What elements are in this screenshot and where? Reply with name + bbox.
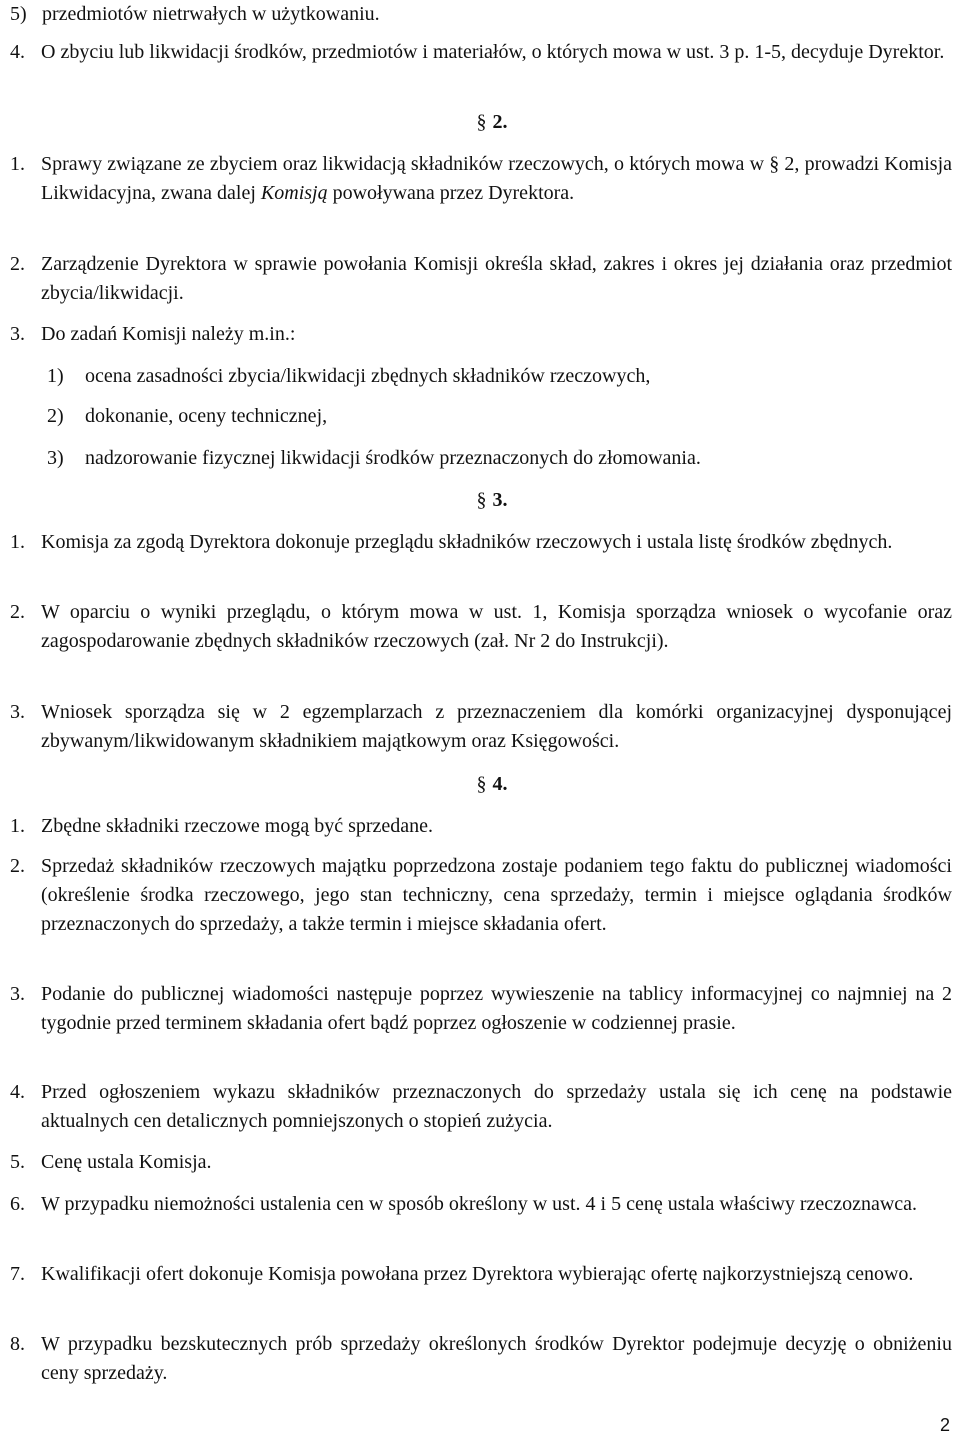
item-number: 3. [10, 323, 25, 345]
item-text: Kwalifikacji ofert dokonuje Komisja powołana przez Dyrektora wybierając ofertę najkorzystniejszą cenowo. [41, 1263, 914, 1285]
item-text: dokonanie, oceny technicznej, [85, 405, 328, 427]
item-text: Zbędne składniki rzeczowe mogą być sprzedane. [41, 815, 434, 837]
item-number: 1) [47, 365, 64, 387]
section-heading [0, 770, 960, 799]
item-text: Do zadań Komisji należy m.in.: [41, 323, 296, 345]
item-number: 4. [10, 41, 25, 63]
section-heading [0, 486, 960, 515]
item-number: 6. [10, 1193, 25, 1215]
item-number: 1. [10, 531, 25, 553]
item-text: O zbyciu lub likwidacji środków, przedmiotów i materiałów, o których mowa w ust. 3 p. 1-5, decyduje Dyrektor. [41, 41, 945, 63]
sub-list-item [0, 444, 701, 473]
item-number: 4. [10, 1081, 25, 1103]
item-number: 3. [10, 983, 25, 1005]
item-text: W oparciu o wyniki przeglądu, o którym mowa w ust. 1, Komisja sporządza wniosek o wycofanie oraz zagospodarowanie zbędnych składników rzeczowych (zał. Nr 2 do Instrukcji). [41, 601, 952, 652]
item-text: Zarządzenie Dyrektora w sprawie powołania Komisji określa skład, zakres i okres jej działania oraz przedmiot zbycia/likwidacji. [41, 253, 952, 304]
list-item [0, 1078, 960, 1136]
list-item [0, 980, 960, 1038]
section-symbol: § [476, 489, 487, 511]
item-text: Wniosek sporządza się w 2 egzemplarzach z przeznaczeniem dla komórki organizacyjnej dysponującej zbywanym/likwidowanym składnikiem majątkowym oraz Księgowości. [41, 701, 952, 752]
section-symbol: § [476, 773, 487, 795]
section-number: 4. [492, 773, 508, 795]
item-number: 1. [10, 815, 25, 837]
list-item [0, 320, 960, 349]
section-symbol: § [769, 153, 780, 175]
item-number: 8. [10, 1333, 25, 1355]
section-number: 3. [492, 489, 508, 511]
list-item [0, 1330, 960, 1388]
item-number: 2. [10, 253, 25, 275]
list-item [0, 698, 960, 756]
item-number: 3. [10, 701, 25, 723]
item-text-part: powoływana przez Dyrektora. [327, 182, 575, 204]
item-text: Komisja za zgodą Dyrektora dokonuje przeglądu składników rzeczowych i ustala listę środków zbędnych. [41, 531, 893, 553]
item-text: Podanie do publicznej wiadomości następuje poprzez wywieszenie na tablicy informacyjnej co najmniej na 2 tygodnie przed terminem składania ofert bądź poprzez ogłoszenie w codziennej prasie. [41, 983, 952, 1034]
list-item [0, 598, 960, 656]
item-number: 2) [47, 405, 64, 427]
section-heading [0, 108, 960, 137]
item-number: 5) [10, 3, 27, 25]
sub-list-item [0, 402, 327, 431]
item-text: przedmiotów nietrwałych w użytkowaniu. [42, 3, 380, 25]
item-number: 2. [10, 601, 25, 623]
item-text-part: 2, prowadzi Komisja Likwidacyjna, zwana dalej [41, 153, 953, 204]
item-text: Przed ogłoszeniem wykazu składników przeznaczonych do sprzedaży ustala się ich cenę na podstawie aktualnych cen detalicznych pomniejszonych o stopień zużycia. [41, 1081, 952, 1132]
list-item [0, 38, 960, 67]
item-text-part: Sprawy związane ze zbyciem oraz likwidacją składników rzeczowych, o których mowa w [41, 153, 770, 175]
item-text: Sprzedaż składników rzeczowych majątku poprzedzona zostaje podaniem tego faktu do publicznej wiadomości (określenie środka rzeczowego, jego stan techniczny, cena sprzedaży, termin i miejsce oglądania środków przeznaczonych do sprzedaży, a także termin i miejsce składania ofert. [41, 855, 952, 935]
item-text: W przypadku bezskutecznych prób sprzedaży określonych środków Dyrektor podejmuje decyzję o obniżeniu ceny sprzedaży. [41, 1333, 952, 1384]
item-number: 3) [47, 447, 64, 469]
item-number: 7. [10, 1263, 25, 1285]
list-item [0, 852, 960, 939]
section-number: 2. [492, 111, 508, 133]
list-item [0, 1260, 960, 1289]
list-item [0, 250, 960, 308]
page-number: 2 [939, 1415, 950, 1435]
item-number: 2. [10, 855, 25, 877]
list-item [0, 0, 380, 29]
list-item [0, 528, 960, 557]
list-item [0, 1190, 960, 1219]
list-item [0, 812, 960, 841]
item-text [41, 150, 954, 208]
item-text: nadzorowanie fizycznej likwidacji środków przeznaczonych do złomowania. [85, 447, 701, 469]
item-number: 5. [10, 1151, 25, 1173]
sub-list-item [0, 362, 650, 391]
item-text: ocena zasadności zbycia/likwidacji zbędnych składników rzeczowych, [85, 365, 651, 387]
item-text: Cenę ustala Komisja. [41, 1151, 212, 1173]
item-text: W przypadku niemożności ustalenia cen w sposób określony w ust. 4 i 5 cenę ustala właściwy rzeczoznawca. [41, 1193, 918, 1215]
list-item [0, 150, 960, 208]
list-item [0, 1148, 960, 1177]
item-text-italic: Komisją [260, 182, 328, 204]
section-symbol: § [476, 111, 487, 133]
item-number: 1. [10, 153, 25, 175]
